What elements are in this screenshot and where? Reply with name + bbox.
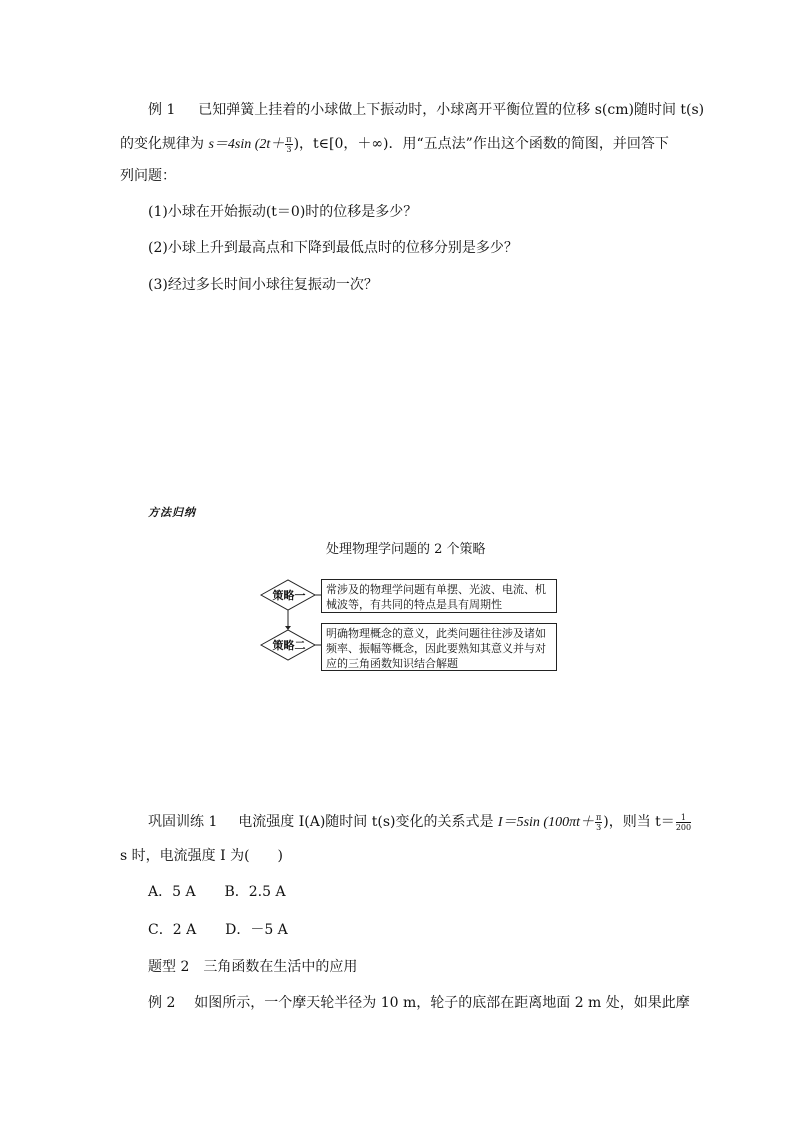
example1-label: 例 1 xyxy=(148,102,176,118)
practice1-options-row1 xyxy=(148,882,286,902)
topic2-heading: 题型 2 三角函数在生活中的应用 xyxy=(148,959,358,975)
example1-formula-post: )，t∈[0，＋∞)．用“五点法”作出这个函数的简图，并回答下 xyxy=(293,136,669,152)
practice1-line2: s 时，电流强度 I 为( ) xyxy=(120,848,283,864)
strategy2-box: 明确物理概念的意义，此类问题往往涉及诸如频率、振幅等概念，因此要熟知其意义并与对应的三角函数知识结合解题 xyxy=(321,623,557,671)
example2-line1 xyxy=(148,993,690,1013)
option-d: D．－5 A xyxy=(225,922,288,938)
option-a: A．5 A xyxy=(148,884,196,900)
practice1-label: 巩固训练 1 xyxy=(148,814,218,830)
strategy2-label: 策略二 xyxy=(272,639,306,652)
example1-line3: 列问题： xyxy=(120,168,176,184)
practice1-t-den: 200 xyxy=(675,822,692,832)
strategy1-label: 策略一 xyxy=(272,589,306,602)
example1-line2 xyxy=(120,134,669,155)
option-c: C．2 A xyxy=(148,922,197,938)
strategy1-box: 常涉及的物理学问题有单摆、光波、电流、机械波等，有共同的特点是具有周期性 xyxy=(321,579,557,613)
practice1-frac-den: 3 xyxy=(596,822,602,832)
practice1-formula-pre: I＝5sin (100πt＋ xyxy=(497,815,594,830)
example2-text: 如图所示，一个摩天轮半径为 10 m，轮子的底部在距离地面 2 m 处，如果此摩 xyxy=(194,995,690,1011)
example1-question2: (2)小球上升到最高点和下降到最低点时的位移分别是多少？ xyxy=(148,240,518,256)
example1-question3: (3)经过多长时间小球往复振动一次？ xyxy=(148,277,378,293)
example1-question1: (1)小球在开始振动(t＝0)时的位移是多少？ xyxy=(148,204,418,220)
practice1-t-fraction xyxy=(676,813,691,832)
method-heading: 方法归纳 xyxy=(148,506,196,519)
practice1-frac-num: π xyxy=(596,812,602,822)
practice1-fraction xyxy=(595,813,602,832)
example1-text1: 已知弹簧上挂着的小球做上下振动时，小球离开平衡位置的位移 s(cm)随时间 t(s) xyxy=(198,102,705,118)
practice1-text: 电流强度 I(A)随时间 t(s)变化的关系式是 xyxy=(238,814,498,830)
example1-frac-den: 3 xyxy=(286,144,292,154)
practice1-t-num: 1 xyxy=(676,813,691,823)
diagram-title: 处理物理学问题的 2 个策略 xyxy=(326,542,486,557)
practice1-formula-post: )，则当 t＝ xyxy=(603,814,675,830)
strategy-arrow-head xyxy=(285,626,291,630)
example2-label: 例 2 xyxy=(148,995,176,1011)
example1-fraction xyxy=(285,135,292,154)
example1-text2: 的变化规律为 xyxy=(120,136,209,152)
example1-line1 xyxy=(148,100,704,120)
option-b: B．2.5 A xyxy=(224,884,286,900)
practice1-line1 xyxy=(148,812,692,833)
example1-frac-num: π xyxy=(286,134,292,144)
example1-formula-pre: s＝4sin (2t＋ xyxy=(208,137,285,152)
practice1-options-row2 xyxy=(148,920,288,940)
